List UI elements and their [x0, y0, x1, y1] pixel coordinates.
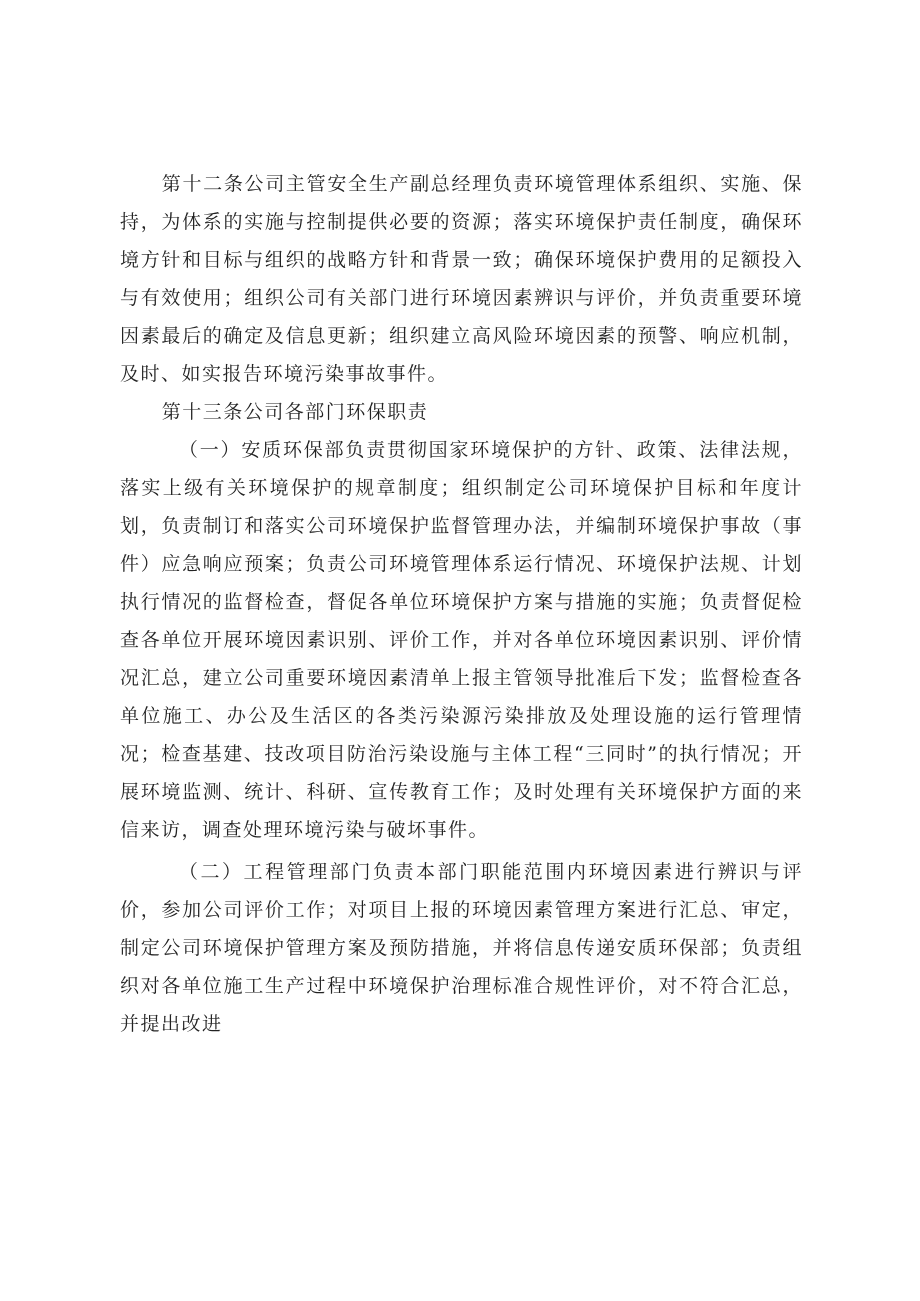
clause-1-paragraph: （一）安质环保部负责贯彻国家环境保护的方针、政策、法律法规，落实上级有关环境保护的规章制度；组织制定公司环境保护目标和年度计划，负责制订和落实公司环境保护监督管理办法，并编制环境保护事故（事件）应急响应预案；负责公司环境管理体系运行情况、环境保护法规、计划执行情况的监督检查，督促各单位环境保护方案与措施的实施；负责督促检查各单位开展环境因素识别、评价工作，并对各单位环境因素识别、评价情况汇总，建立公司重要环境因素清单上报主管领导批准后下发；监督检查各单位施工、办公及生活区的各类污染源污染排放及处理设施的运行管理情况；检查基建、技改项目防治污染设施与主体工程“三同时”的执行情况；开展环境监测、统计、科研、宣传教育工作；及时处理有关环境保护方面的来信来访，调查处理环境污染与破坏事件。 [120, 439, 803, 841]
article-12-paragraph: 第十二条公司主管安全生产副总经理负责环境管理体系组织、实施、保持，为体系的实施与控制提供必要的资源；落实环境保护责任制度，确保环境方针和目标与组织的战略方针和背景一致；确保环境保护费用的足额投入与有效使用；组织公司有关部门进行环境因素辨识与评价，并负责重要环境因素最后的确定及信息更新；组织建立高风险环境因素的预警、响应机制，及时、如实报告环境污染事故事件。 [120, 173, 803, 385]
clause-2-paragraph: （二）工程管理部门负责本部门职能范围内环境因素进行辨识与评价，参加公司评价工作；对项目上报的环境因素管理方案进行汇总、审定，制定公司环境保护管理方案及预防措施，并将信息传递安质环保部；负责组织对各单位施工生产过程中环境保护治理标准合规性评价，对不符合汇总，并提出改进 [120, 861, 803, 1035]
article-13-heading: 第十三条公司各部门环保职责 [161, 401, 429, 423]
document-body [120, 165, 803, 1043]
